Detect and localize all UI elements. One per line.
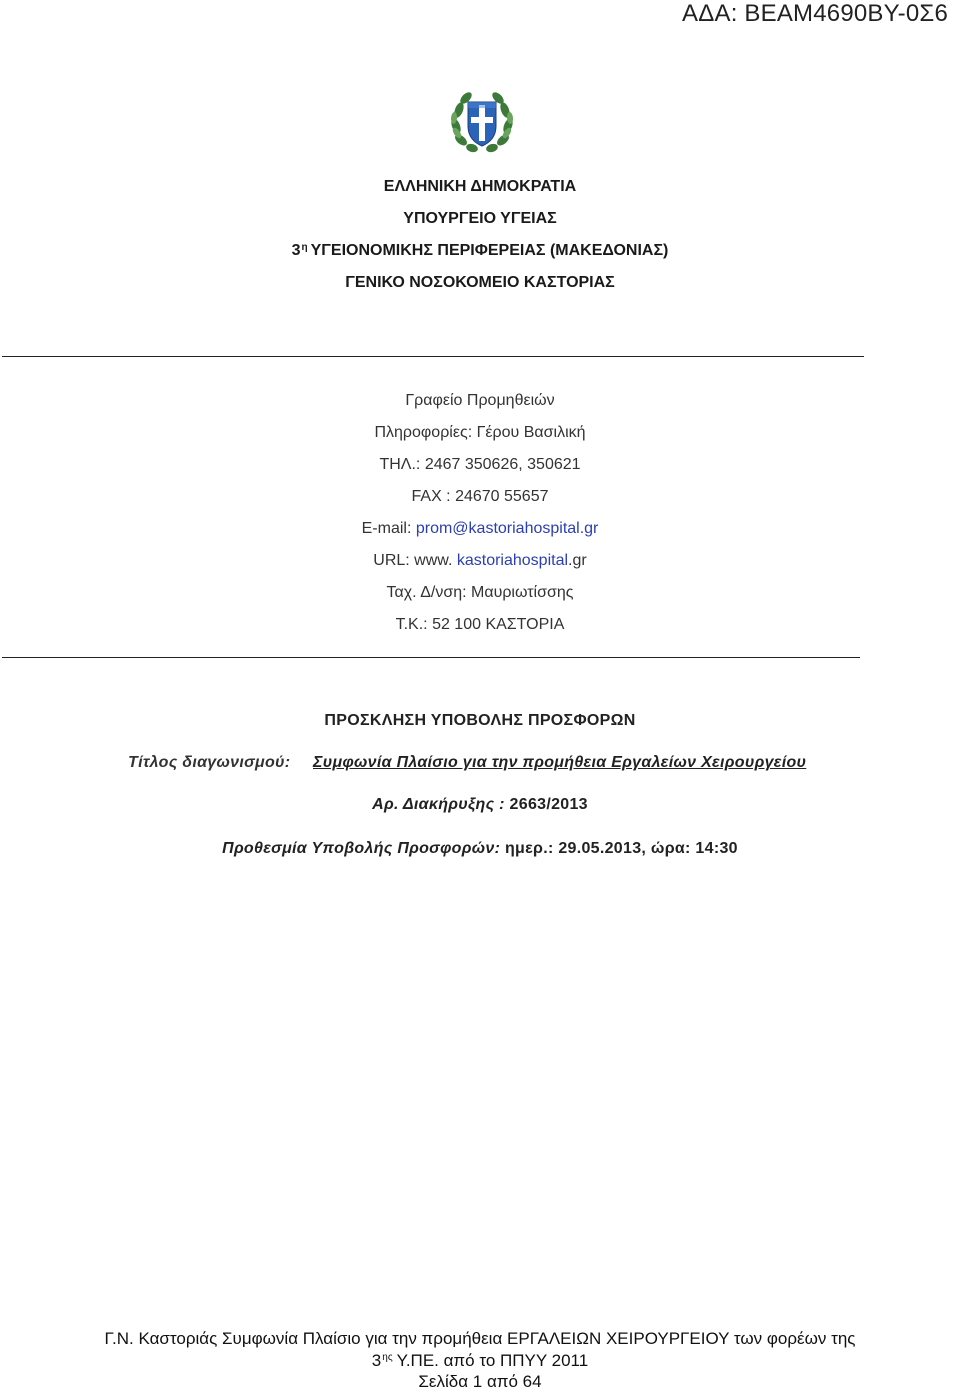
footer-description: Γ.Ν. Καστοριάς Συμφωνία Πλαίσιο για την προμήθεια ΕΡΓΑΛΕΙΩΝ ΧΕΙΡΟΥΡΓΕΙΟΥ των φορέων της	[104, 1329, 856, 1348]
deadline-line	[0, 840, 960, 858]
footer-region-ordinal: ης	[382, 1352, 393, 1363]
email-line	[0, 520, 960, 538]
header-region	[0, 242, 960, 260]
declaration-number: 2663/2013	[509, 796, 588, 813]
contest-title-value-wrap	[313, 754, 806, 772]
url-line	[0, 552, 960, 570]
header-hospital: ΓΕΝΙΚΟ ΝΟΣΟΚΟΜΕΙΟ ΚΑΣΤΟΡΙΑΣ	[345, 274, 615, 291]
contest-title-label: Τίτλος διαγωνισμού:	[128, 754, 291, 771]
header-region-number: 3	[291, 242, 301, 259]
fax-number: FAX : 24670 55657	[411, 488, 549, 505]
page-number: Σελίδα 1 από 64	[418, 1372, 542, 1391]
separator-bottom	[2, 657, 860, 658]
separator-top	[2, 356, 864, 357]
invitation-title: ΠΡΟΣΚΛΗΣΗ ΥΠΟΒΟΛΗΣ ΠΡΟΣΦΟΡΩΝ	[324, 712, 636, 729]
greek-emblem-icon	[446, 86, 518, 156]
header-region-ordinal: η	[301, 242, 308, 253]
header-region-name: ΥΓΕΙΟΝΟΜΙΚΗΣ ΠΕΡΙΦΕΡΕΙΑΣ (ΜΑΚΕΔΟΝΙΑΣ)	[310, 242, 669, 259]
contest-title-value: Συμφωνία Πλαίσιο για την προμήθεια Εργαλείων Χειρουργείου	[313, 754, 807, 771]
header-ministry: ΥΠΟΥΡΓΕΙΟ ΥΓΕΙΑΣ	[403, 210, 557, 227]
deadline-label: Προθεσμία Υποβολής Προσφορών:	[222, 840, 505, 857]
footer-region-rest: Υ.ΠΕ. από το ΠΠΥΥ 2011	[396, 1351, 589, 1370]
email-label: E-mail:	[361, 520, 416, 537]
postal-code: Τ.Κ.: 52 100 ΚΑΣΤΟΡΙΑ	[395, 616, 565, 633]
phone-numbers: ΤΗΛ.: 2467 350626, 350621	[379, 456, 581, 473]
url-link[interactable]: kastoriahospital	[456, 552, 569, 569]
deadline-value: ημερ.: 29.05.2013, ώρα: 14:30	[504, 840, 738, 857]
url-suffix: .gr	[568, 552, 587, 569]
footer-region-number: 3	[371, 1351, 382, 1370]
contest-title-row	[128, 754, 290, 772]
url-label: URL: www.	[373, 552, 457, 569]
email-link[interactable]: prom@kastoriahospital.gr	[415, 520, 599, 537]
contact-person: Πληροφορίες: Γέρου Βασιλική	[374, 424, 586, 441]
declaration-label: Αρ. Διακήρυξης :	[372, 796, 510, 813]
footer-region	[0, 1351, 960, 1371]
postal-address: Ταχ. Δ/νση: Μαυριωτίσσης	[386, 584, 574, 601]
declaration-line	[0, 796, 960, 814]
ada-code: ΑΔΑ: ΒΕΑΜ4690ΒΥ-0Σ6	[682, 0, 948, 27]
office-name: Γραφείο Προμηθειών	[405, 392, 555, 409]
header-republic: ΕΛΛΗΝΙΚΗ ΔΗΜΟΚΡΑΤΙΑ	[383, 178, 577, 195]
